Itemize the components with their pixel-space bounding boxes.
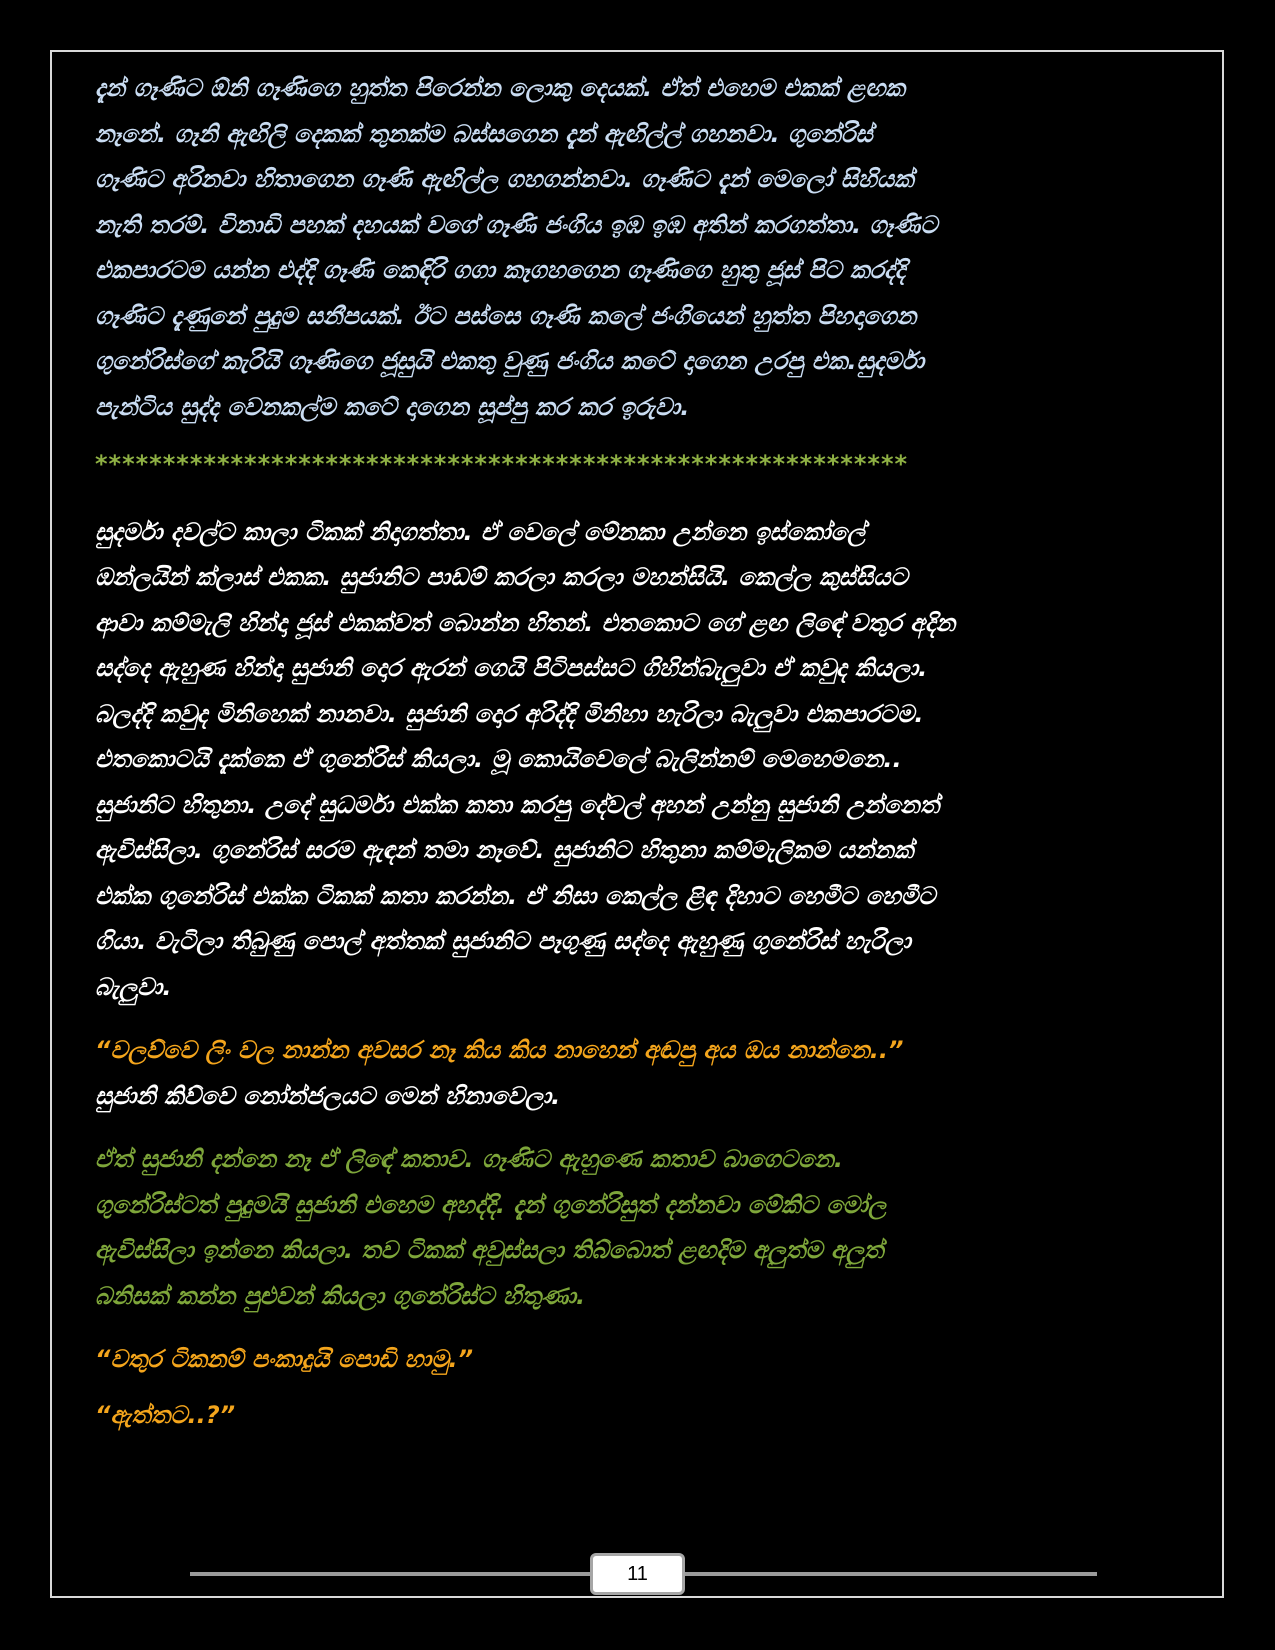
dialogue-quote-3: “ඇත්තට..?” bbox=[95, 1400, 236, 1429]
footer-rule-left bbox=[190, 1572, 590, 1576]
paragraph-3: ඒත් සුජානි දන්නෙ නෑ ඒ ලිඳේ කතාව. ගෑණිට ඇහුණෙ කතාව බාගෙටනෙ. ගුනේරිස්ටත් පුදුමයි සුජානි එහෙම අහද්දි. දැන් ගුනේරිසුත් දන්නවා මේකිට මෝල ඇවිස්සිලා ඉන්නෙ කියලා. තව ටිකක් අවුස්සලා තිබ්බොත් ළඟදිම අලුත්ම අලුත් බනිසක් කන්න පුළුවන් කියලා ගුනේරිස්ට හිතුණා. bbox=[95, 1145, 887, 1310]
dialogue-quote-1: “වලව්වෙ ලිං වල නාන්න අවසර නෑ කිය කිය නාහෙන් අඬපු අය ඔය නාන්නෙ..” bbox=[95, 1036, 904, 1064]
paragraph-2: සුදර්මා දවල්ට කාලා ටිකක් නිදාගත්තා. ඒ වෙලේ මේනකා උන්නෙ ඉස්කෝලේ ඔන්ලයින් ක්ලාස් එකක. සුජානිට පාඩම් කරලා කරලා මහන්සියි. කෙල්ල කුස්සියට ආවා කම්මැලි හින්දා ජූස් එකක්වත් බොන්න හිතන්. එතකොට ගේ ළඟ ලිඳේ වතුර අදින සද්දෙ ඇහුණ හින්දා සුජානි දොර ඇරන් ගෙයි පිටිපස්සට ගිහින්බැලුවා ඒ කවුද කියලා. බලද්දි කවුද මිනිහෙක් නානවා. සුජානි දොර අරිද්දි මිනිහා හැරිලා බැලුවා එකපාරටම. එතකොටයි දැක්කෙ ඒ ගුනේරිස් කියලා. මූ කොයිවෙලේ බැලින්නම් මෙහෙමනෙ.. සුජානිට හිතුනා. උදේ සුධර්මා එක්ක කතා කරපු දේවල් අහන් උන්නු සුජානි උන්නෙත් ඇවිස්සිලා. ගුනේරිස් සරම ඇඳන් තමා නෑවේ. සුජානිට හිතුනා කම්මැලිකම යන්නක් එක්ක ගුනේරිස් එක්ක ටිකක් කතා කරන්න. ඒ නිසා කෙල්ල ළිඳ දිහාට හෙමීට හෙමීට ගියා. වැටිලා තිබුණු පොල් අත්තක් සුජානිට පෑගුණු සද්දෙ ඇහුණු ගුනේරිස් හැරිලා බැලුවා. bbox=[95, 517, 956, 1001]
footer-rule-right bbox=[685, 1572, 1097, 1576]
page-number: 11 bbox=[590, 1553, 685, 1595]
dialogue-quote-2: “වතුර ටිකනම් පංකාදුයි පොඩි හාමු.” bbox=[95, 1345, 474, 1373]
paragraph-1: දැන් ගෑණිට ඕනි ගෑණිගෙ හුත්ත පිරෙන්න ලොකු දෙයක්. ඒත් එහෙම එකක් ළඟක නෑනේ. ගෑනි ඇඟිලි දෙකක් තුනක්ම බස්සගෙන දැන් ඇඟිල්ල් ගහනවා. ගුනේරිස් ගෑණිට අරිනවා හිතාගෙන ගෑණි ඇඟිල්ල ගහගන්නවා. ගෑණිට දැන් මෙලෝ සිහියක් නැති තරම්. විනාඩි පහක් දහයක් වගේ ගෑණි ජංගිය ඉඹ ඉඹ අතින් කරගත්තා. ගෑණිට එකපාරටම යන්න එද්දි ගෑණි කෙඳිරි ගගා කෑගහගෙන ගෑණිගෙ හුතු ජූස් පිට කරද්දි ගෑණිට දැණුනේ පුදුම සනීපයක්. ඊට පස්සෙ ගෑණි කලේ ජංගියෙන් හුත්ත පිහදාගෙන ගුනේරිස්ගේ කැරියි ගෑණිගෙ ජූසුයි එකතු වුණු ජංගිය කටේ දාගෙන උරපු එක.සුදර්මා පැන්ටිය සුද්ද වෙනකල්ම කටේ දාගෙන සූප්පු කර කර ඉරුවා. bbox=[95, 74, 938, 421]
dialogue-tail-1: සුජානි කිව්වෙ නෝන්ජලයට මෙන් හිනාවෙලා. bbox=[95, 1081, 561, 1110]
section-separator: ************************************************************ bbox=[95, 450, 909, 478]
story-text bbox=[95, 66, 1195, 1438]
